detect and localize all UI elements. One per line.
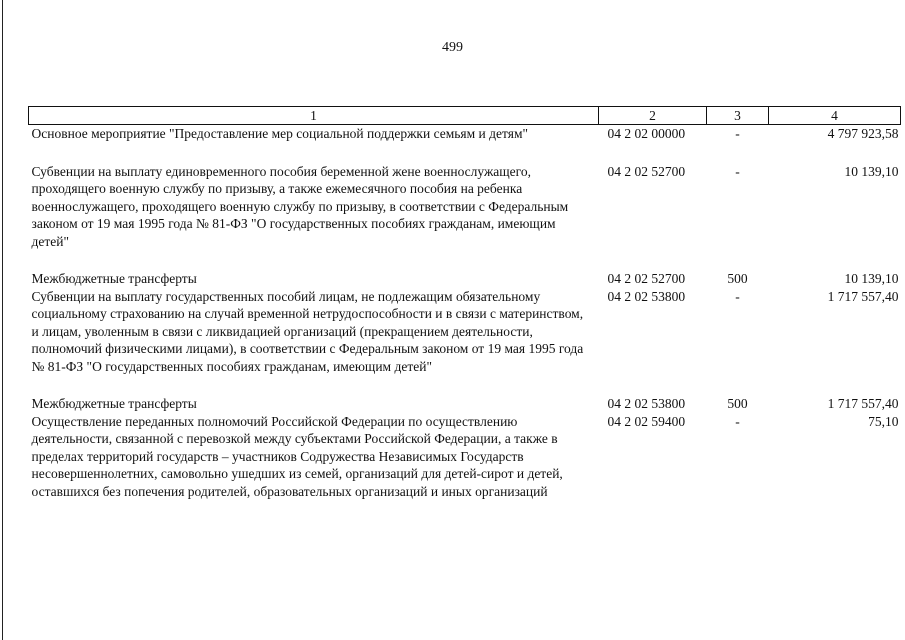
row-name: Межбюджетные трансферты [31, 396, 197, 411]
row-code: 04 2 02 53800 [607, 396, 686, 411]
row-name: Основное мероприятие "Предоставление мер социальной поддержки семьям и детям" [31, 126, 529, 141]
column-header-3: 3 [707, 107, 769, 125]
row-spacer [29, 375, 901, 395]
row-spacer [29, 143, 901, 163]
left-margin-rule [2, 0, 3, 640]
row-name: Осуществление переданных полномочий Российской Федерации по осуществлению деятельности, связанной с перевозкой между субъектами Российской Федерации, а также в пределах территорий государств – участников Содружества Независимых Государств несовершеннолетних, самовольно ушедших из семей, организаций для детей-сирот и детей, оставшихся без попечения родителей, образовательных организаций и иных организаций [31, 413, 563, 499]
row-amount: 10 139,10 [844, 271, 899, 286]
row-name: Субвенции на выплату единовременного пособия беременной жене военнослужащего, проходящего военную службу по призыву, а также ежемесячного пособия на ребенка военнослужащего, проходящего военную службу по призыву, в соответствии с Федеральным законом от 19 мая 1995 года № 81-ФЗ "О государственных пособиях гражданам, имеющим детей" [31, 163, 569, 249]
row-code: 04 2 02 53800 [607, 288, 686, 304]
row-expense-type: - [735, 126, 740, 141]
row-code: 04 2 02 52700 [607, 163, 686, 179]
row-amount: 4 797 923,58 [827, 126, 899, 141]
row-code: 04 2 02 59400 [607, 413, 686, 429]
page-number: 499 [442, 40, 463, 55]
budget-table [28, 106, 901, 500]
row-amount: 1 717 557,40 [827, 288, 899, 304]
table-row [29, 125, 901, 143]
row-expense-type: - [735, 163, 740, 179]
row-expense-type: - [735, 288, 740, 304]
table-row [29, 413, 901, 501]
row-code: 04 2 02 52700 [607, 271, 686, 286]
row-spacer [29, 250, 901, 270]
row-amount: 75,10 [868, 413, 899, 429]
table-row [29, 288, 901, 376]
column-header-2: 2 [599, 107, 707, 125]
row-name: Межбюджетные трансферты [31, 271, 197, 286]
row-name: Субвенции на выплату государственных пособий лицам, не подлежащим обязательному социальному страхованию на случай временной нетрудоспособности и в связи с материнством, и лицам, уволенным в связи с ликвидацией организаций (прекращением деятельности, полномочий физическими лицами), в соответствии с Федеральным законом от 19 мая 1995 года № 81-ФЗ "О государственных пособиях гражданам, имеющим детей" [31, 288, 584, 374]
column-header-4: 4 [769, 107, 901, 125]
row-code: 04 2 02 00000 [607, 126, 686, 141]
row-expense-type: - [735, 413, 740, 429]
row-expense-type: 500 [727, 271, 748, 286]
table-row [29, 395, 901, 413]
row-amount: 1 717 557,40 [827, 396, 899, 411]
row-amount: 10 139,10 [844, 163, 899, 179]
header-row [29, 107, 901, 125]
column-header-1: 1 [29, 107, 599, 125]
table-row [29, 163, 901, 251]
table-row [29, 270, 901, 288]
row-expense-type: 500 [727, 396, 748, 411]
